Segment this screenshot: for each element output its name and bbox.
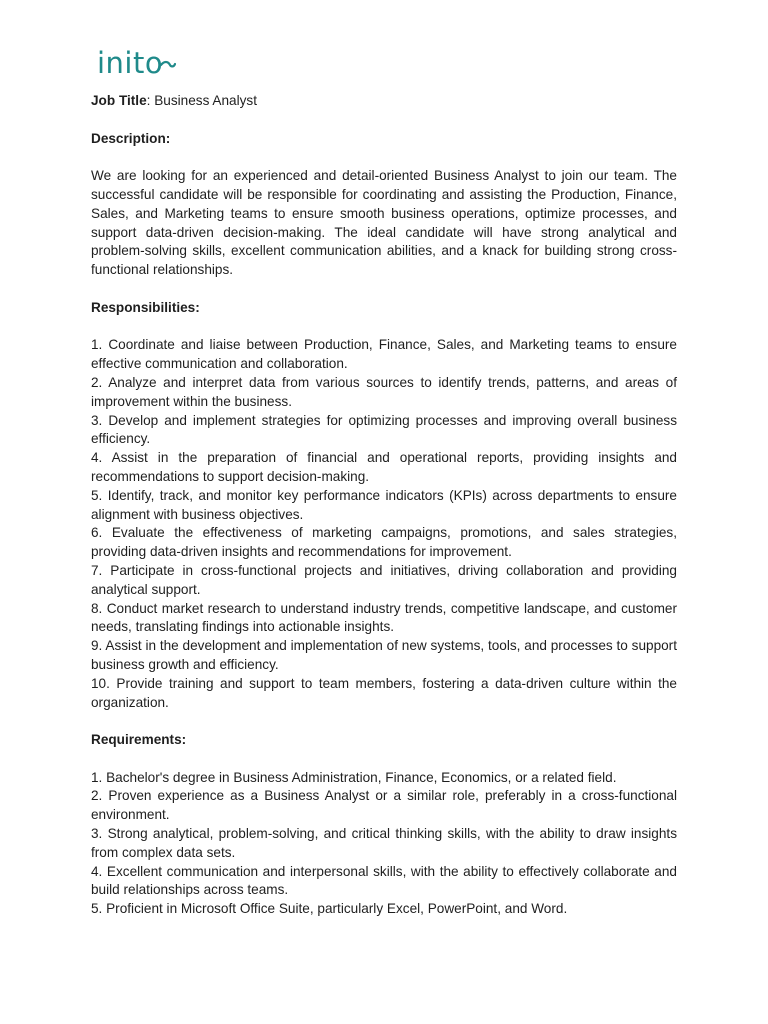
responsibilities-heading: Responsibilities: (91, 299, 200, 315)
logo-text: inito (97, 46, 164, 80)
description-body: We are looking for an experienced and detail-oriented Business Analyst to join our team. The successful candidate will be responsible for coordinating and assisting the Production, Finance, Sales, and Marketing teams to ensure smooth business operations, optimize processes, and support data-driven decision-making. The ideal candidate will have strong analytical and problem-solving skills, excellent communication abilities, and a knack for building strong cross-functional relationships. (91, 168, 677, 278)
list-item: 3. Develop and implement strategies for optimizing processes and improving overall business efficiency. (91, 412, 677, 447)
logo-swoosh-icon (160, 60, 176, 70)
responsibilities-list (91, 336, 677, 712)
requirements-list (91, 769, 677, 919)
job-description (91, 92, 677, 919)
list-item: 5. Proficient in Microsoft Office Suite, particularly Excel, PowerPoint, and Word. (91, 901, 568, 917)
description-heading: Description: (91, 130, 171, 146)
list-item: 7. Participate in cross-functional projects and initiatives, driving collaboration and providing analytical support. (91, 562, 677, 597)
list-item: 1. Coordinate and liaise between Production, Finance, Sales, and Marketing teams to ensure effective communication and collaboration. (91, 337, 677, 372)
list-item: 10. Provide training and support to team members, fostering a data-driven culture within the organization. (91, 675, 677, 710)
list-item: 9. Assist in the development and implementation of new systems, tools, and processes to support business growth and efficiency. (91, 638, 677, 672)
list-item: 4. Assist in the preparation of financial and operational reports, providing insights and recommendations to support decision-making. (91, 450, 677, 484)
list-item: 6. Evaluate the effectiveness of marketing campaigns, promotions, and sales strategies, providing data-driven insights and recommendations for improvement. (91, 525, 677, 560)
list-item: 2. Analyze and interpret data from various sources to identify trends, patterns, and areas of improvement within the business. (91, 374, 677, 409)
list-item: 8. Conduct market research to understand industry trends, competitive landscape, and customer needs, translating findings into actionable insights. (91, 600, 677, 635)
job-title-value: : Business Analyst (146, 93, 257, 108)
list-item: 1. Bachelor's degree in Business Administration, Finance, Economics, or a related field. (91, 769, 617, 785)
list-item: 5. Identify, track, and monitor key performance indicators (KPIs) across departments to ensure alignment with business objectives. (91, 487, 677, 522)
requirements-heading: Requirements: (91, 732, 187, 748)
list-item: 2. Proven experience as a Business Analyst or a similar role, preferably in a cross-functional environment. (91, 788, 677, 823)
list-item: 4. Excellent communication and interpersonal skills, with the ability to effectively collaborate and build relationships across teams. (91, 863, 677, 898)
job-title-line (91, 92, 677, 111)
inito-logo (97, 48, 176, 80)
job-title-label: Job Title (91, 93, 147, 108)
list-item: 3. Strong analytical, problem-solving, and critical thinking skills, with the ability to draw insights from complex data sets. (91, 826, 677, 860)
